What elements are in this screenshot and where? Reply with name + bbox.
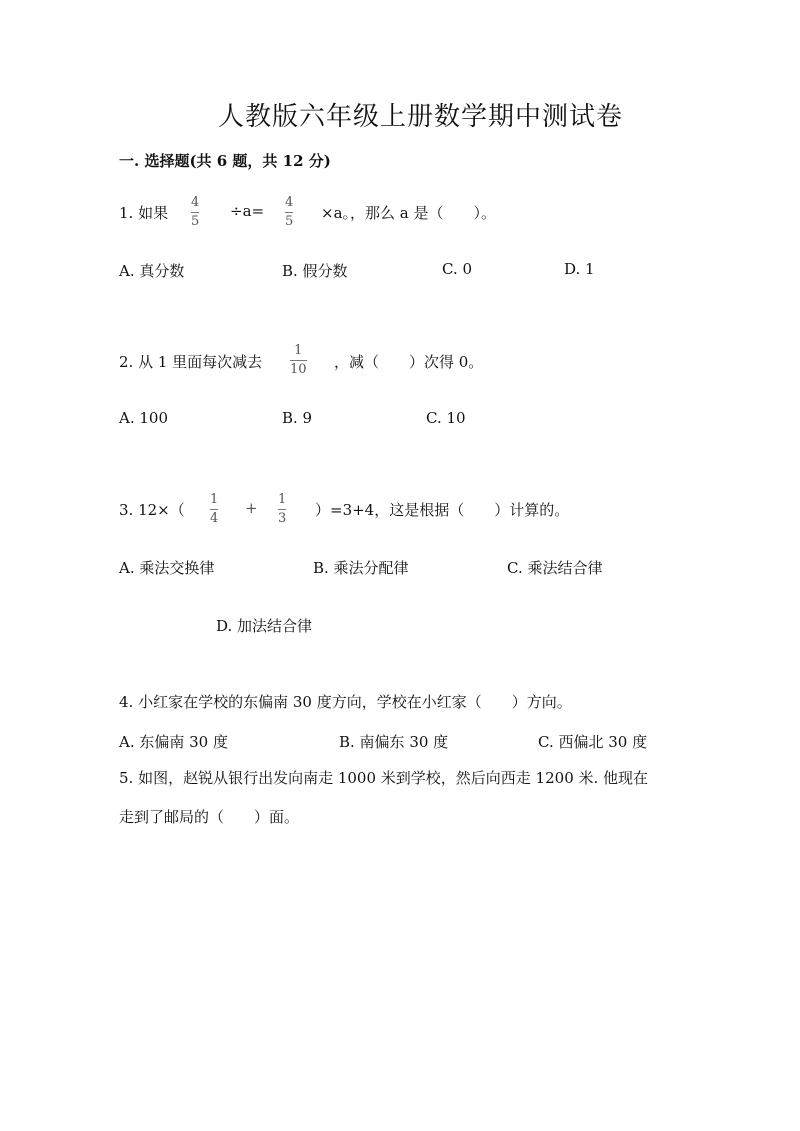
fraction-denominator: 4 (210, 511, 219, 526)
option-b[interactable]: B. 乘法分配律 (313, 559, 409, 577)
fraction-numerator: 1 (278, 492, 287, 507)
fraction-bar (191, 212, 199, 213)
option-c[interactable]: C. 0 (442, 260, 473, 278)
option-b[interactable]: B. 假分数 (282, 262, 348, 280)
question-1-divide: ÷a= (230, 202, 265, 220)
fraction-bar (210, 509, 218, 510)
option-a[interactable]: A. 乘法交换律 (119, 559, 215, 577)
fraction-1-3 (278, 493, 286, 526)
fraction-bar (278, 509, 286, 510)
option-c[interactable]: C. 西偏北 30 度 (538, 733, 648, 751)
fraction-numerator: 1 (294, 343, 303, 358)
page-title: 人教版六年级上册数学期中测试卷 (218, 102, 624, 132)
question-2-prefix: 2. 从 1 里面每次减去 (119, 353, 263, 371)
question-3-prefix: 3. 12×（ (119, 501, 185, 519)
fraction-1-4 (210, 493, 218, 526)
fraction-denominator: 5 (285, 214, 294, 229)
plus-sign: + (245, 499, 258, 517)
option-a[interactable]: A. 100 (119, 409, 168, 427)
question-1-suffix: ×a。，那么 a 是（ ）。 (321, 204, 496, 222)
fraction-bar (290, 360, 307, 361)
option-a[interactable]: A. 东偏南 30 度 (119, 733, 228, 751)
fraction-bar (285, 212, 293, 213)
fraction-numerator: 1 (210, 492, 219, 507)
question-2-suffix: ，减（ ）次得 0。 (334, 353, 484, 371)
option-d[interactable]: D. 加法结合律 (216, 617, 313, 635)
fraction-4-5 (191, 196, 199, 229)
option-c[interactable]: C. 乘法结合律 (507, 559, 603, 577)
question-3-suffix: ）=3+4，这是根据（ ）计算的。 (315, 501, 570, 519)
fraction-denominator: 10 (290, 362, 307, 377)
option-a[interactable]: A. 真分数 (119, 262, 185, 280)
fraction-denominator: 3 (278, 511, 287, 526)
question-1-prefix: 1. 如果 (119, 204, 169, 222)
question-5-line-2: 走到了邮局的（ ）面。 (119, 808, 300, 826)
option-b[interactable]: B. 9 (282, 409, 313, 427)
option-b[interactable]: B. 南偏东 30 度 (339, 733, 449, 751)
fraction-numerator: 4 (285, 195, 294, 210)
fraction-1-10 (290, 344, 307, 377)
section-heading: 一. 选择题(共 6 题，共 12 分) (119, 152, 331, 170)
question-5-line-1: 5. 如图，赵锐从银行出发向南走 1000 米到学校，然后向西走 1200 米. 他现在 (119, 769, 649, 787)
question-4-text: 4. 小红家在学校的东偏南 30 度方向，学校在小红家（ ）方向。 (119, 693, 572, 711)
option-c[interactable]: C. 10 (426, 409, 466, 427)
fraction-denominator: 5 (191, 214, 200, 229)
fraction-4-5-second (285, 196, 293, 229)
fraction-numerator: 4 (191, 195, 200, 210)
option-d[interactable]: D. 1 (564, 260, 595, 278)
